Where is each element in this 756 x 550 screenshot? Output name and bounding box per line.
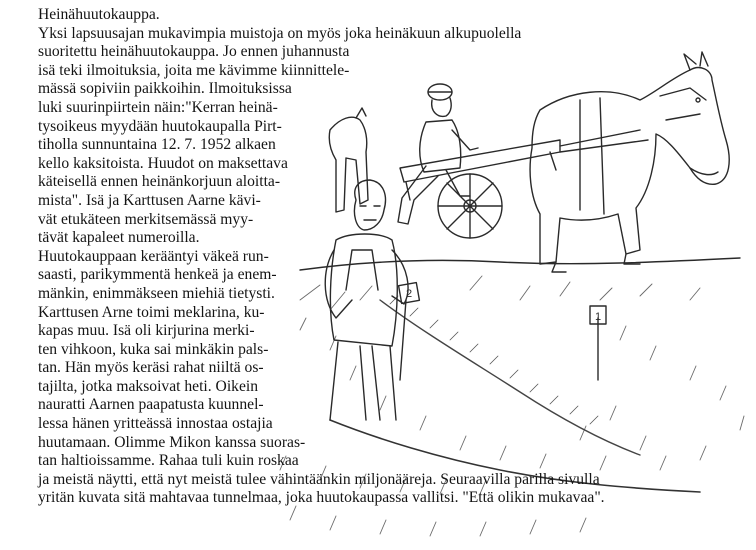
text-line: tysoikeus myydään huutokaupalla Pirt- (38, 117, 282, 135)
stake-number-label: 1 (594, 311, 602, 323)
document-title: Heinähuutokauppa. (38, 6, 160, 23)
text-line: kapas muu. Isä oli kirjurina merki- (38, 322, 255, 340)
text-line: yritän kuvata sitä mahtavaa tunnelmaa, joka huutokaupassa vallitsi. "Että olikin mukavaa". (38, 489, 605, 507)
text-line: lessa hänen yritteässä innostaa ostajia (38, 415, 273, 433)
text-line: mänkin, enimmäkseen miehiä tietysti. (38, 284, 275, 302)
text-line: isä teki ilmoituksia, joita me kävimme kiinnittele- (38, 61, 350, 79)
text-line: nauratti Aarnen paapatusta kuunnel- (38, 396, 264, 414)
text-line: mässä sopiviin paikkoihin. Ilmoituksissa (38, 80, 292, 98)
text-line: ja meistä näytti, että nyt meistä tulee vähintäänkin miljonääreja. Seuraavilla parilla sivulla (38, 470, 600, 488)
text-line: tiholla sunnuntaina 12. 7. 1952 alkaen (38, 136, 276, 154)
text-line: tajilta, jotka maksoivat heti. Oikein (38, 377, 258, 395)
text-line: tävät kapaleet numeroilla. (38, 229, 200, 247)
text-line: tan haltioissamme. Rahaa tuli kuin roskaa (38, 452, 299, 470)
text-line: Yksi lapsuusajan mukavimpia muistoja on myös joka heinäkuun alkupuolella (38, 24, 522, 42)
text-line: Huutokauppaan kerääntyi väkeä run- (38, 247, 269, 265)
text-line: suoritettu heinähuutokauppa. Jo ennen juhannusta (38, 43, 350, 61)
text-line: huutamaan. Olimme Mikon kanssa suoras- (38, 433, 306, 451)
story-text (38, 6, 605, 508)
text-line: ten vihkoon, kuka sai minkäkin pals- (38, 340, 269, 358)
text-line: Karttusen Arne toimi meklarina, ku- (38, 303, 265, 321)
text-line: vät etukäteen merkitsemässä myy- (38, 210, 254, 228)
sign-number-label: 2 (405, 288, 413, 300)
text-line: tan. Hän myös keräsi rahat niiltä os- (38, 359, 264, 377)
text-line: luki suurinpiirtein näin:"Kerran heinä- (38, 98, 278, 116)
text-line: saasti, parikymmentä henkeä ja enem- (38, 266, 277, 284)
text-line: kello kaksitoista. Huudot on maksettava (38, 154, 288, 172)
text-line: käteisellä ennen heinänkorjuun aloitta- (38, 173, 281, 191)
text-line: mista". Isä ja Karttusen Aarne kävi- (38, 191, 261, 209)
